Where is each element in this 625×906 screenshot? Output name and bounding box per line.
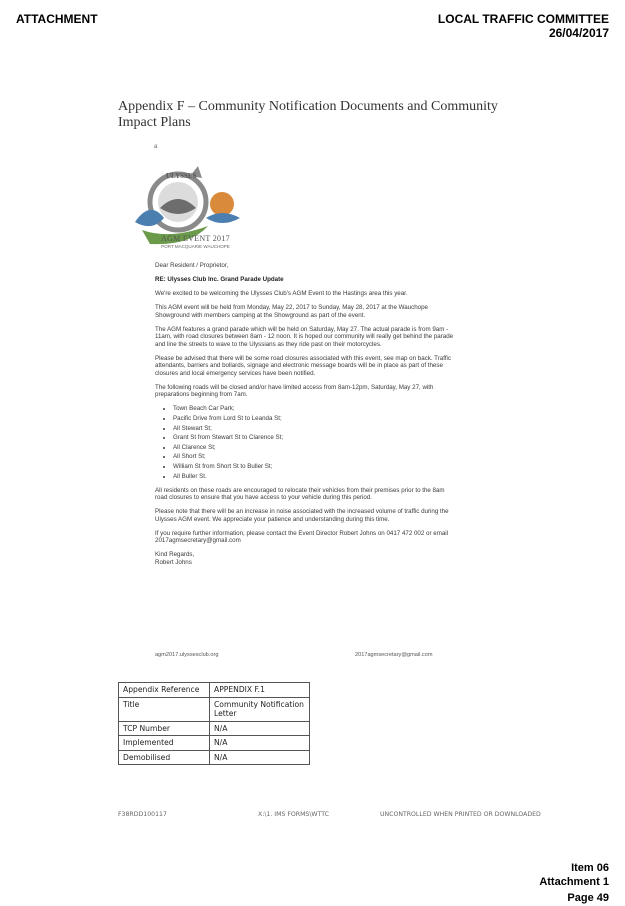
table-value-cell: N/A	[210, 736, 310, 751]
footer-page-number: Page 49	[567, 892, 609, 904]
appendix-title: Appendix F – Community Notification Documents and Community Impact Plans	[118, 99, 498, 130]
letter-subject: RE: Ulysses Club Inc. Grand Parade Update	[155, 275, 284, 283]
letter-paragraph-2: This AGM event will be held from Monday, May 22, 2017 to Sunday, May 28, 2017 at the Wauchope Showground with members camping at the Showground as part of the event.	[155, 303, 428, 319]
table-row	[119, 736, 310, 751]
header-attachment-label: ATTACHMENT	[16, 12, 98, 26]
table-row	[119, 750, 310, 765]
road-closure-item: • All Stewart St;	[173, 425, 455, 433]
table-label-cell: Implemented	[119, 736, 210, 751]
letter-paragraph-3: The AGM features a grand parade which will be held on Saturday, May 27. The actual parade is from 9am - 11am, with road closures between 8am - 12 noon. It is hoped our community will really get behind the parade and line the streets to wave to the Ulyssians as they ride past on their motorcycles.	[155, 325, 454, 348]
table-label-cell: Demobilised	[119, 750, 210, 765]
letter-paragraph-8: If you require further information, please contact the Event Director Robert Johns on 0417 472 002 or email 2017agmsecretary@gmail.com	[155, 529, 449, 545]
logo-ring-text: ULYSSES	[166, 172, 197, 180]
road-closure-item: • William St from Short St to Buller St;	[173, 463, 455, 471]
letter-salutation: Dear Resident / Proprietor,	[155, 262, 229, 269]
table-value-cell: N/A	[210, 750, 310, 765]
table-value-cell: N/A	[210, 721, 310, 736]
header-date: 26/04/2017	[548, 26, 609, 40]
table-label-cell: TCP Number	[119, 721, 210, 736]
table-label-cell: Title	[119, 697, 210, 721]
letter-paragraph-7: Please note that there will be an increase in noise associated with the increased volume of traffic during the Ulysses AGM event. We appreciate your patience and understanding during this time.	[155, 508, 449, 523]
table-row	[119, 721, 310, 736]
road-closure-item: • Grant St from Stewart St to Clarence St;	[173, 434, 455, 442]
table-value-cell: Community Notification Letter	[210, 697, 310, 721]
doc-footer-code: F38RDD100117	[118, 811, 167, 818]
logo-wave-right	[206, 213, 240, 223]
notification-letter	[155, 262, 455, 567]
letter-signature	[155, 551, 455, 566]
header-committee-block	[438, 12, 609, 40]
letter-footer-email[interactable]: 2017agmsecretary@gmail.com	[355, 652, 433, 658]
road-closure-item: • Town Beach Car Park;	[173, 405, 455, 413]
table-row	[119, 697, 310, 721]
table-row	[119, 683, 310, 698]
road-closure-item: • Pacific Drive from Lord St to Leanda St;	[173, 415, 455, 423]
logo-caption: AGM EVENT 2017	[161, 234, 230, 243]
letter-closing: Kind Regards,	[155, 551, 195, 559]
letter-paragraph-4: Please be advised that there will be some road closures associated with this event, see map on back. Traffic attendants, barriers and bollards, signage and electronic message boards will be in place as part of these closures and local emergency services have been notified.	[155, 354, 452, 377]
road-closure-list	[155, 405, 455, 480]
letter-paragraph-6: All residents on these roads are encouraged to relocate their vehicles from their premises prior to the 8am road closures to ensure that you have access to your vehicle during this period.	[155, 486, 445, 502]
appendix-reference-table	[118, 682, 310, 765]
letter-signatory: Robert Johns	[155, 558, 192, 566]
letter-footer-website[interactable]: agm2017.ulyssesclub.org	[155, 652, 219, 658]
header-committee-title: LOCAL TRAFFIC COMMITTEE	[437, 12, 609, 26]
logo-sun	[210, 192, 234, 216]
doc-footer-notice: UNCONTROLLED WHEN PRINTED OR DOWNLOADED	[380, 811, 541, 818]
road-closure-item: • All Buller St.	[173, 473, 455, 481]
letter-paragraph-5: The following roads will be closed and/or have limited access from 8am-12pm, Saturday, May 27, with preparations beginning from 7am.	[155, 383, 434, 399]
footer-attachment-number: Attachment 1	[539, 876, 609, 888]
footer-item-number: Item 06	[571, 862, 609, 874]
road-closure-item: • All Clarence St;	[173, 444, 455, 452]
scan-mark: a	[154, 144, 158, 150]
logo-subcaption: PORT MACQUARIE WAUCHOPE	[161, 244, 230, 249]
letter-paragraph-1: We're excited to be welcoming the Ulysses Club's AGM Event to the Hastings area this year.	[155, 289, 408, 297]
road-closure-item: • All Short St;	[173, 453, 455, 461]
table-value-cell: APPENDIX F.1	[210, 683, 310, 698]
doc-footer-path: X:\1. IMS FORMS\WTTC	[258, 811, 329, 818]
table-label-cell: Appendix Reference	[119, 683, 210, 698]
